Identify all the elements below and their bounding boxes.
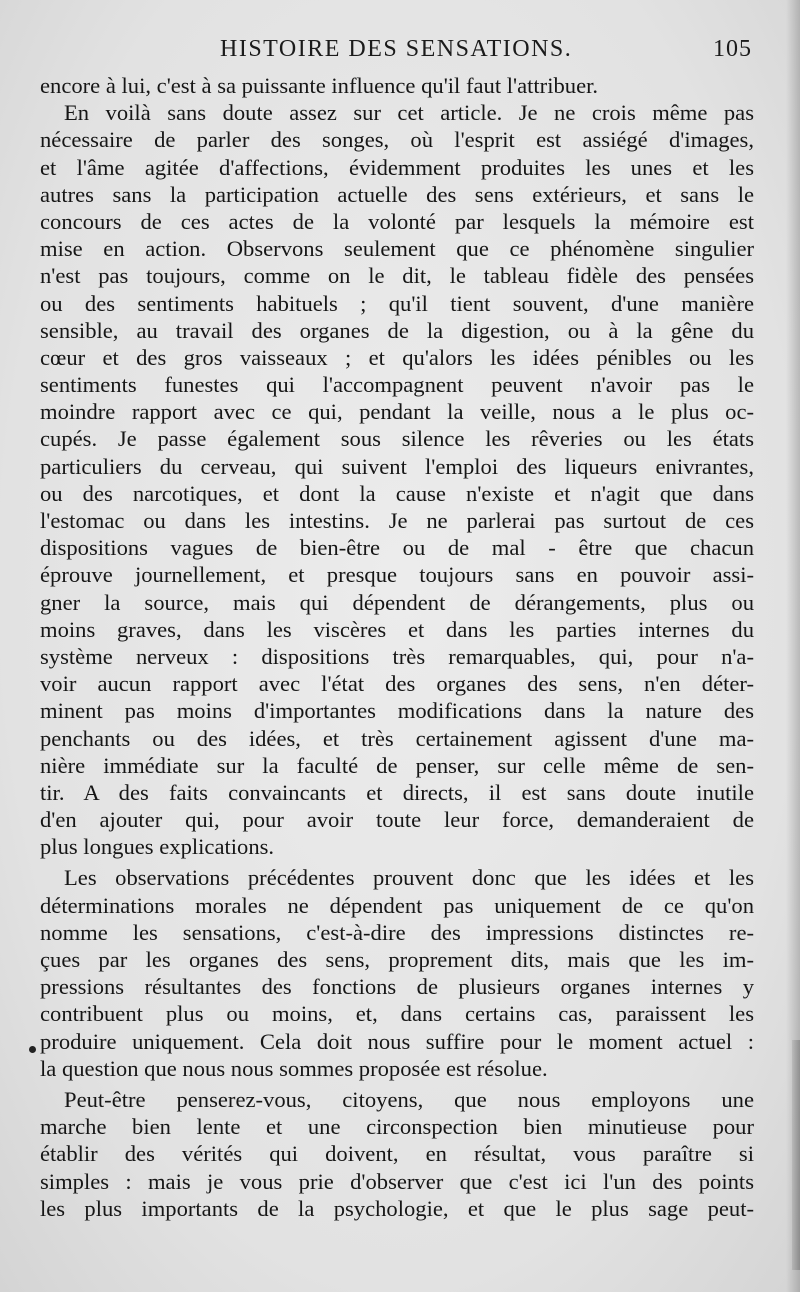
paragraph-4	[40, 1086, 754, 1222]
text-line: nomme les sensations, c'est-à-dire des impressions distinctes re-	[40, 919, 754, 945]
text-line: l'estomac ou dans les intestins. Je ne parlerai pas surtout de ces	[40, 508, 754, 533]
text-line: moins graves, dans les viscères et dans les parties internes du	[40, 616, 754, 642]
text-line: les plus importants de la psychologie, et que le plus sage peut-	[40, 1195, 754, 1221]
text-line: la question que nous nous sommes proposée est résolue.	[40, 1055, 548, 1081]
text-line: gner la source, mais qui dépendent de dérangements, plus ou	[40, 589, 754, 615]
text-line: concours de ces actes de la volonté par lesquels la mémoire est	[40, 208, 754, 234]
text-line: particuliers du cerveau, qui suivent l'emploi des liqueurs enivrantes,	[40, 453, 754, 479]
text-line: déterminations morales ne dépendent pas uniquement de ce qu'on	[40, 892, 754, 918]
text-line: minent pas moins d'importantes modifications dans la nature des	[40, 698, 754, 724]
page-edge-shadow	[792, 1040, 800, 1270]
text-line: et l'âme agitée d'affections, évidemment produites les unes et les	[40, 154, 754, 180]
text-line: nière immédiate sur la faculté de penser, sur celle même de sen-	[40, 752, 754, 778]
page-number: 105	[713, 36, 752, 62]
text-line: cœur et des gros vaisseaux ; et qu'alors les idées pénibles ou les	[40, 344, 754, 370]
text-line: autres sans la participation actuelle des sens extérieurs, et sans le	[40, 181, 754, 207]
text-line: simples : mais je vous prie d'observer que c'est ici l'un des points	[40, 1168, 754, 1194]
text-line: ou des narcotiques, et dont la cause n'existe et n'agit que dans	[40, 480, 754, 506]
text-line: nécessaire de parler des songes, où l'esprit est assiégé d'images,	[40, 127, 754, 153]
text-line: pressions résultantes des fonctions de plusieurs organes internes y	[40, 974, 754, 1000]
text-line: produire uniquement. Cela doit nous suffire pour le moment actuel :	[40, 1028, 754, 1054]
paragraph-1	[40, 72, 754, 99]
text-line: n'est pas toujours, comme on le dit, le tableau fidèle des pensées	[40, 263, 754, 289]
text-line: Peut-être penserez-vous, citoyens, que nous employons une	[64, 1086, 754, 1112]
page-header	[40, 36, 754, 70]
text-line: cupés. Je passe également sous silence les rêveries ou les états	[40, 426, 754, 452]
text-line: moindre rapport avec ce qui, pendant la veille, nous a le plus oc-	[40, 399, 754, 425]
running-title: HISTOIRE DES SENSATIONS.	[220, 36, 573, 62]
text-line: marche bien lente et une circonspection bien minutieuse pour	[40, 1114, 754, 1140]
body-text	[40, 72, 754, 1222]
text-line: éprouve journellement, et presque toujours sans en pouvoir assi-	[40, 562, 754, 588]
text-line: çues par les organes des sens, proprement dits, mais que les im-	[40, 947, 754, 972]
paragraph-3	[40, 864, 754, 1082]
text-line: plus longues explications.	[40, 834, 275, 860]
text-line: contribuent plus ou moins, et, dans certains cas, paraissent les	[40, 1001, 754, 1027]
text-line: d'en ajouter qui, pour avoir toute leur force, demanderaient de	[40, 807, 754, 833]
ink-spot	[29, 1046, 36, 1053]
text-line: établir des vérités qui doivent, en résultat, vous paraître si	[40, 1141, 754, 1167]
text-line: ou des sentiments habituels ; qu'il tient souvent, d'une manière	[40, 290, 754, 316]
text-line: En voilà sans doute assez sur cet article. Je ne crois même pas	[64, 100, 754, 126]
text-line: tir. A des faits convaincants et directs, il est sans doute inutile	[40, 779, 754, 805]
text-line: dispositions vagues de bien-être ou de mal - être que chacun	[40, 535, 754, 561]
text-line: encore à lui, c'est à sa puissante influence qu'il faut l'attribuer.	[40, 73, 599, 98]
text-line: mise en action. Observons seulement que ce phénomène singulier	[40, 236, 754, 262]
text-line: système nerveux : dispositions très remarquables, qui, pour n'a-	[40, 643, 754, 669]
paragraph-2	[40, 99, 754, 860]
text-line: voir aucun rapport avec l'état des organes des sens, n'en déter-	[40, 671, 754, 697]
text-line: Les observations précédentes prouvent donc que les idées et les	[64, 865, 754, 891]
text-line: sentiments funestes qui l'accompagnent peuvent n'avoir pas le	[40, 372, 754, 398]
text-line: penchants ou des idées, et très certainement agissent d'une ma-	[40, 725, 754, 751]
text-line: sensible, au travail des organes de la digestion, ou à la gêne du	[40, 317, 754, 343]
